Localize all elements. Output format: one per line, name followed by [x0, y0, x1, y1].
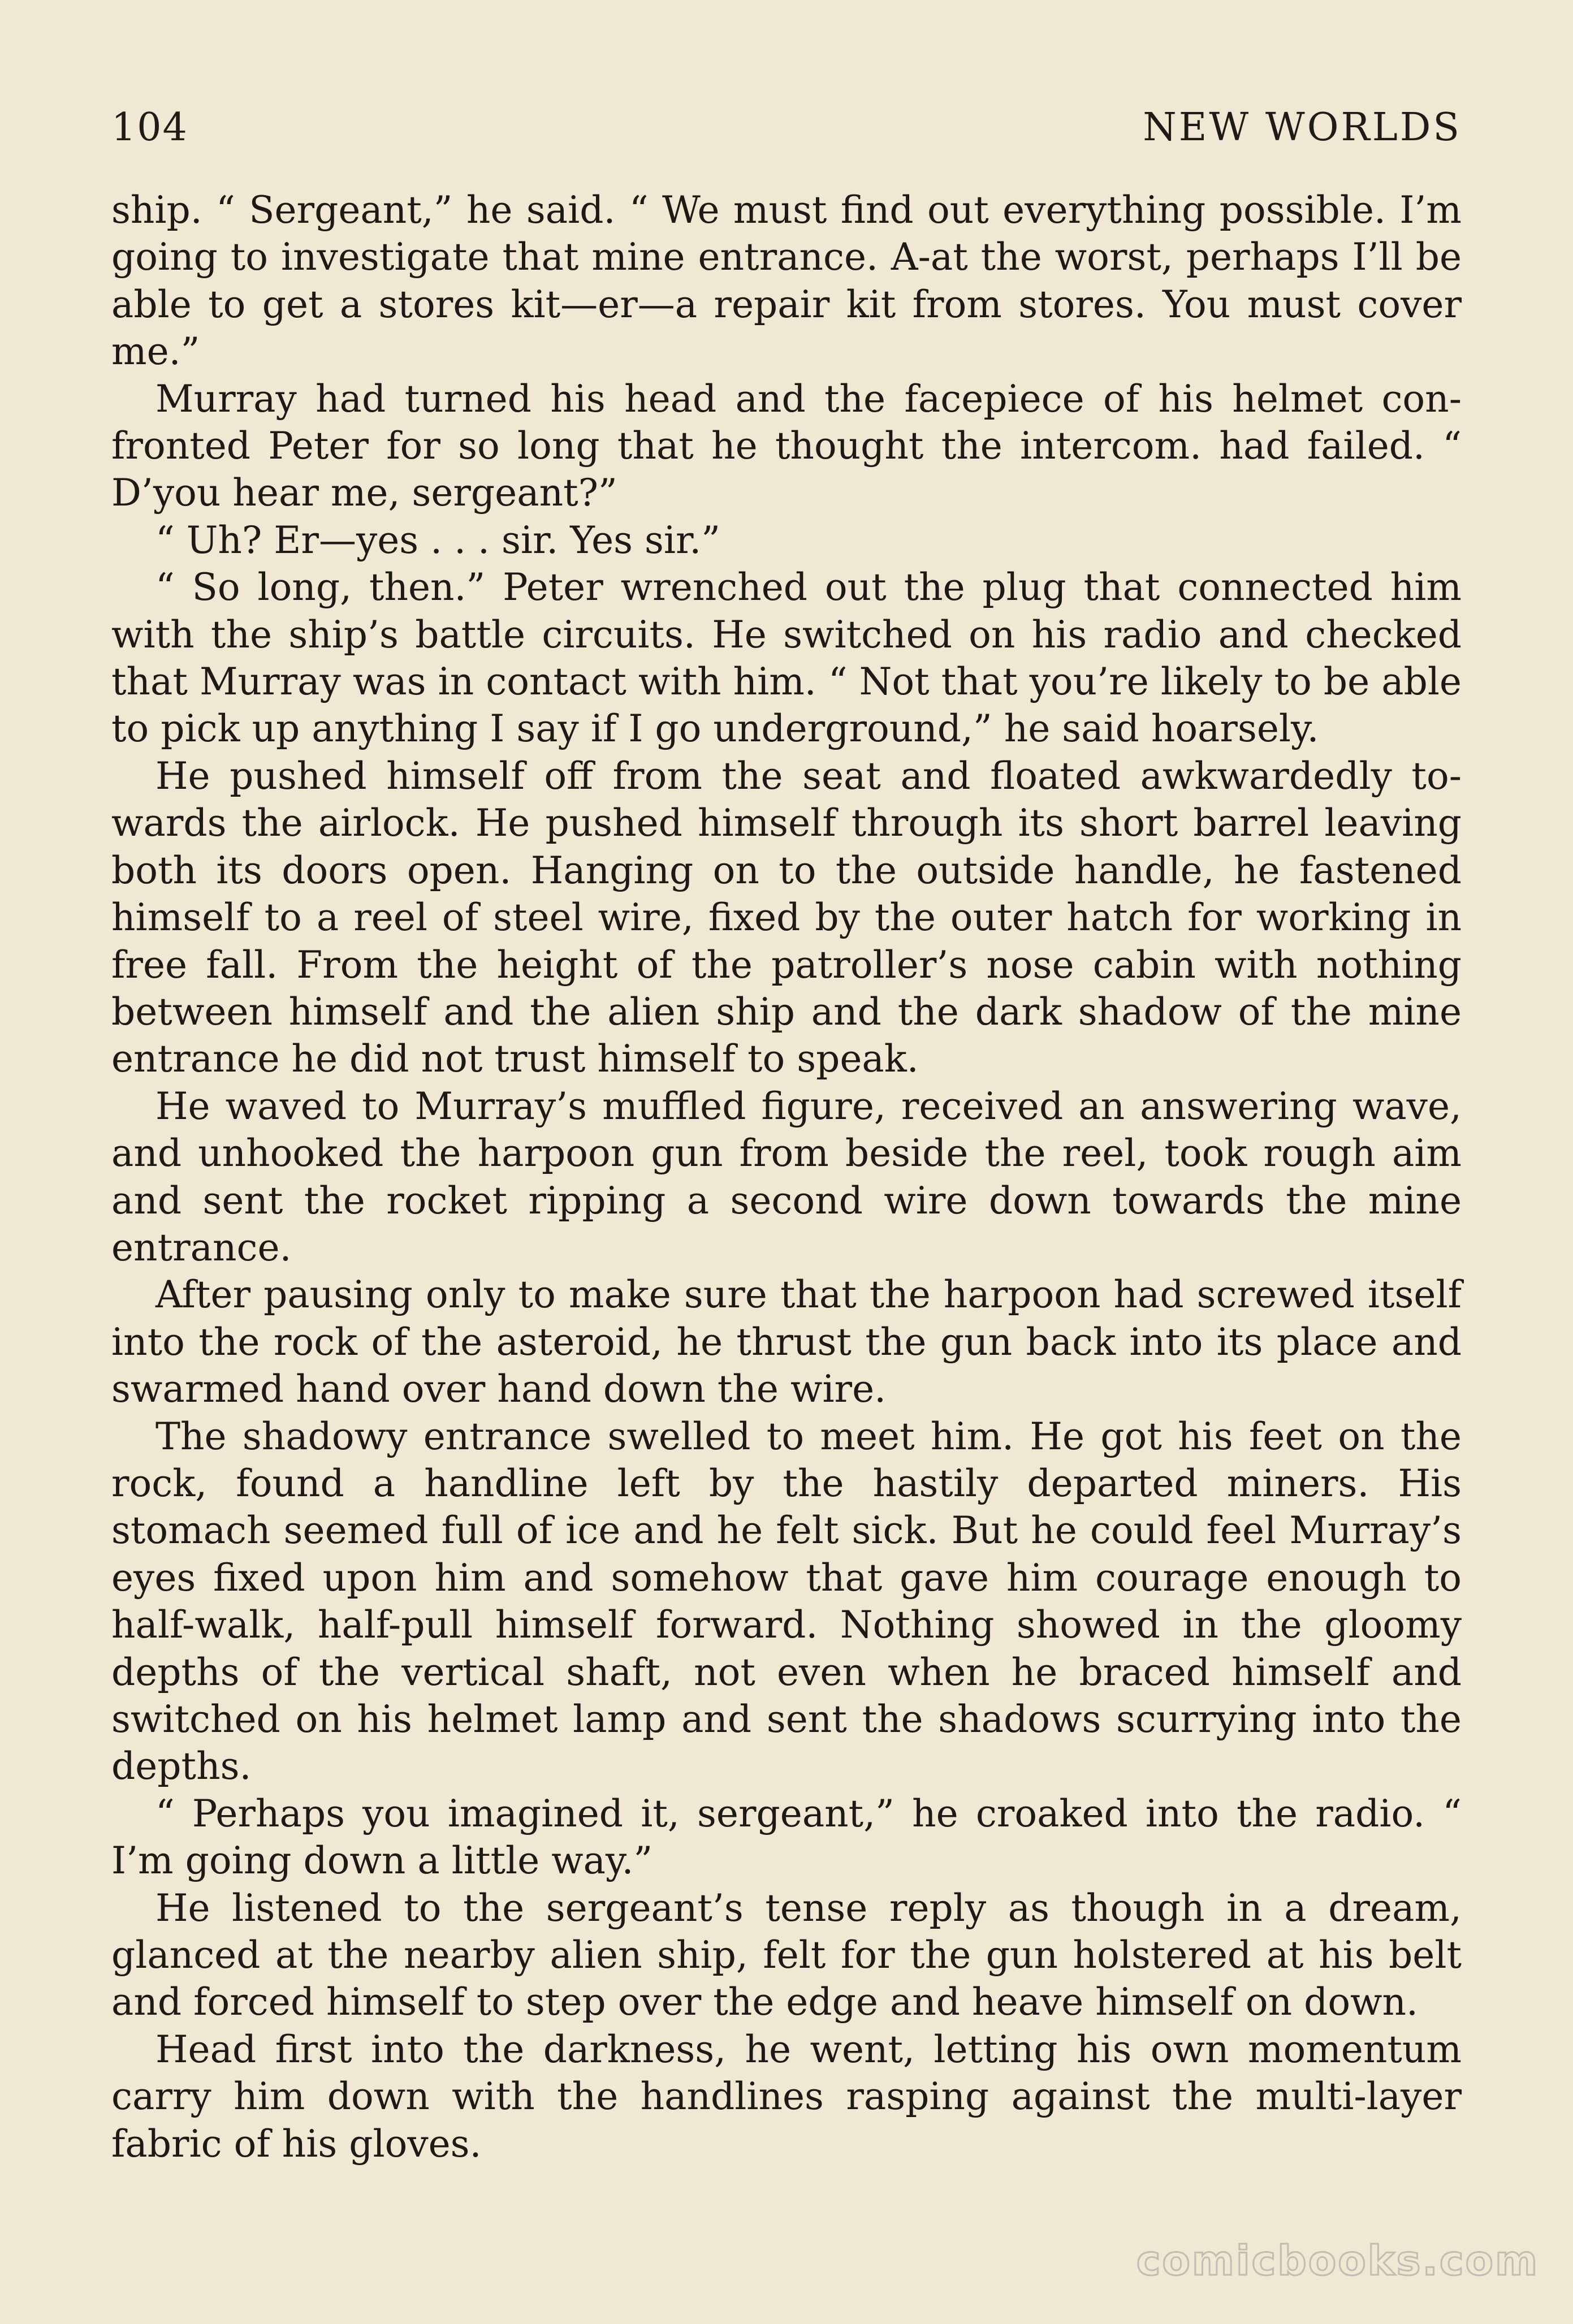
paragraph: Murray had turned his head and the facepiece of his helmet confronted Peter for so long that he thought the intercom. had failed. “ D’you hear me, sergeant?” — [111, 377, 1462, 515]
paragraph: “ So long, then.” Peter wrenched out the plug that connected him with the ship’s battle circuits. He switched on his radio and checked that Murray was in contact with him. “ Not that you’re likely to be able to pick up anything I say if I go underground,” he said hoarsely. — [111, 565, 1462, 751]
paragraph: Head first into the darkness, he went, letting his own momentum carry him down with the handlines rasping against the multi-layer fabric of his gloves. — [111, 2027, 1462, 2166]
paragraph: ship. “ Sergeant,” he said. “ We must find out everything possible. I’m going to investigate that mine entrance. A-at the worst, perhaps I’ll be able to get a stores kit—er—a repair kit from stores. You must cover me.” — [111, 188, 1462, 374]
running-head — [111, 99, 1462, 150]
running-title: NEW WORLDS — [1143, 105, 1462, 150]
body-text — [111, 187, 1462, 2167]
paragraph: He pushed himself off from the seat and floated awkwardedly towards the airlock. He pushed himself through its short barrel leaving both its doors open. Hanging on to the outside handle, he fastened himself to a reel of steel wire, fixed by the outer hatch for working in free fall. From the height of the patroller’s nose cabin with nothing between himself and the alien ship and the dark shadow of the mine entrance he did not trust himself to speak. — [111, 754, 1462, 1081]
page-number: 104 — [111, 105, 188, 150]
paragraph: He listened to the sergeant’s tense reply as though in a dream, glanced at the nearby alien ship, felt for the gun holstered at his belt and forced himself to step over the edge and heave himself on down. — [111, 1886, 1462, 2024]
paragraph: “ Uh? Er—yes . . . sir. Yes sir.” — [155, 518, 720, 562]
watermark: comicbooks.com — [1136, 2237, 1539, 2284]
paragraph: He waved to Murray’s muffled figure, received an answering wave, and unhooked the harpoon gun from beside the reel, took rough aim and sent the rocket ripping a second wire down towards the mine entrance. — [111, 1084, 1462, 1269]
paragraph: “ Perhaps you imagined it, sergeant,” he croaked into the radio. “ I’m going down a little way.” — [111, 1791, 1462, 1883]
paragraph: The shadowy entrance swelled to meet him. He got his feet on the rock, found a handline left by the hastily departed miners. His stomach seemed full of ice and he felt sick. But he could feel Murray’s eyes fixed upon him and somehow that gave him courage enough to half-walk, half-pull himself forward. Nothing showed in the gloomy depths of the vertical shaft, not even when he braced himself and switched on his helmet lamp and sent the shadows scurrying into the depths. — [111, 1414, 1462, 1789]
paragraph: After pausing only to make sure that the harpoon had screwed itself into the rock of the asteroid, he thrust the gun back into its place and swarmed hand over hand down the wire. — [111, 1273, 1462, 1411]
